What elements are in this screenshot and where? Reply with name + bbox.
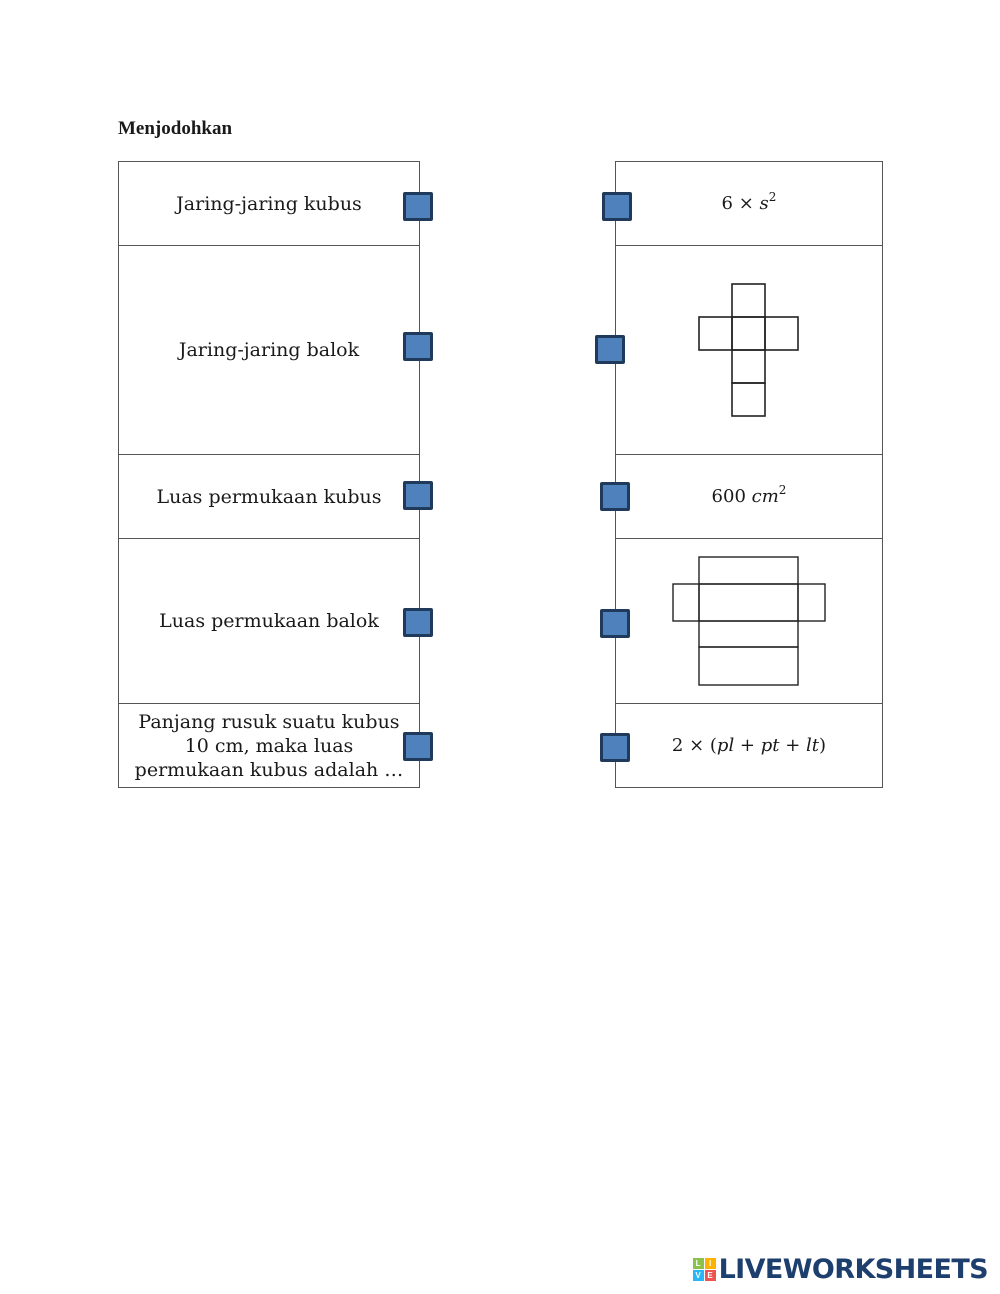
left-item-label: Jaring-jaring kubus xyxy=(176,192,362,215)
right-item-4 xyxy=(615,538,883,704)
left-connector-1[interactable] xyxy=(403,192,433,221)
cube-net-figure xyxy=(698,283,800,417)
liveworksheets-mark-icon: L I V E xyxy=(693,1258,716,1281)
right-connector-1[interactable] xyxy=(602,192,632,221)
right-item-1 xyxy=(615,161,883,246)
left-item-label: Luas permukaan balok xyxy=(159,610,379,632)
right-item-3 xyxy=(615,454,883,539)
left-item-4 xyxy=(118,538,420,704)
right-item-5 xyxy=(615,703,883,788)
left-item-3 xyxy=(118,454,420,539)
left-connector-3[interactable] xyxy=(403,481,433,510)
formula-cuboid-area: 2 × (pl + pt + lt) xyxy=(671,734,827,756)
worksheet-title: Menjodohkan xyxy=(118,118,233,139)
cuboid-net-figure xyxy=(671,555,827,687)
left-item-5 xyxy=(118,703,420,788)
brand-name: LIVEWORKSHEETS xyxy=(718,1253,988,1285)
left-item-label: Jaring-jaring balok xyxy=(178,339,360,361)
right-connector-5[interactable] xyxy=(600,733,630,762)
left-connector-2[interactable] xyxy=(403,332,433,361)
left-item-1 xyxy=(118,161,420,246)
left-item-label: Panjang rusuk suatu kubus 10 cm, maka luas permukaan kubus adalah … xyxy=(134,710,404,781)
right-connector-4[interactable] xyxy=(600,609,630,638)
right-item-2 xyxy=(615,245,883,455)
left-item-label: Luas permukaan kubus xyxy=(156,485,382,508)
right-connector-3[interactable] xyxy=(600,482,630,511)
left-item-2 xyxy=(118,245,420,455)
liveworksheets-logo xyxy=(693,1252,988,1286)
left-connector-4[interactable] xyxy=(403,608,433,637)
right-connector-2[interactable] xyxy=(595,335,625,364)
formula-s-squared: $6 \times s^2$ xyxy=(721,189,777,214)
left-connector-5[interactable] xyxy=(403,732,433,761)
formula-600-cm-squared: 600 $cm^2$ xyxy=(711,482,787,507)
